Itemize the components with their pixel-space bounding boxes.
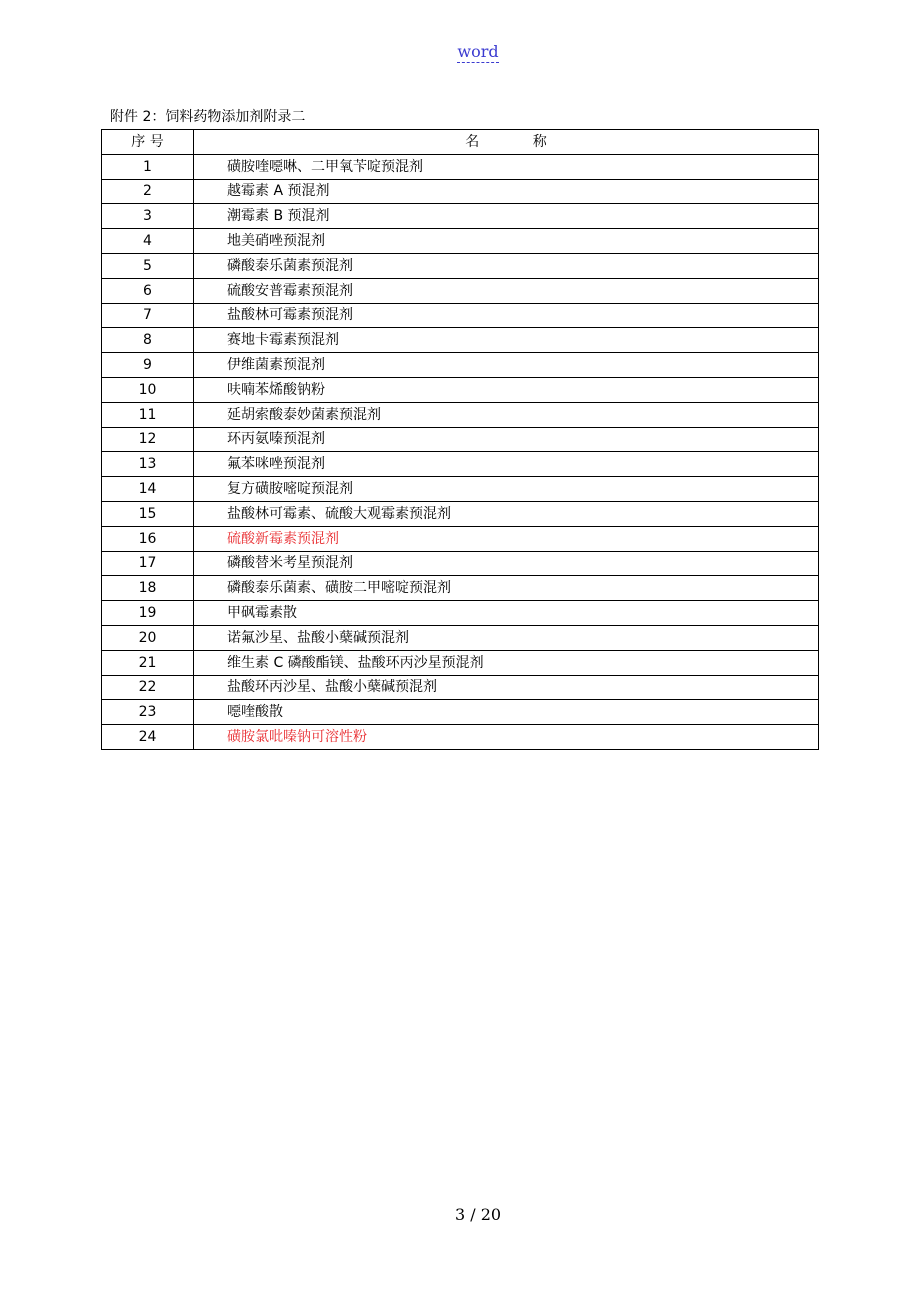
table-row xyxy=(102,427,819,452)
row-name-cell: 呋喃苯烯酸钠粉 xyxy=(194,377,819,402)
row-name-cell: 噁喹酸散 xyxy=(194,700,819,725)
row-name-cell: 磷酸泰乐菌素预混剂 xyxy=(194,253,819,278)
header-word-link[interactable] xyxy=(0,42,920,61)
row-name-cell: 盐酸林可霉素、硫酸大观霉素预混剂 xyxy=(194,501,819,526)
column-header-number: 序 号 xyxy=(102,130,194,155)
page-total: 20 xyxy=(480,1205,502,1224)
row-name-cell: 磺胺喹噁啉、二甲氧苄啶预混剂 xyxy=(194,154,819,179)
row-number-cell: 17 xyxy=(102,551,194,576)
row-number-cell: 3 xyxy=(102,204,194,229)
table-row xyxy=(102,154,819,179)
row-number-cell: 18 xyxy=(102,576,194,601)
table-row xyxy=(102,526,819,551)
row-number-cell: 1 xyxy=(102,154,194,179)
page-number xyxy=(0,1205,920,1224)
row-number-cell: 6 xyxy=(102,278,194,303)
table-row xyxy=(102,229,819,254)
table-row xyxy=(102,625,819,650)
table-row xyxy=(102,650,819,675)
document-caption: 附件 2：饲料药物添加剂附录二 xyxy=(110,109,306,125)
row-name-cell: 盐酸林可霉素预混剂 xyxy=(194,303,819,328)
table-row xyxy=(102,377,819,402)
row-name-cell: 甲砜霉素散 xyxy=(194,601,819,626)
additive-table xyxy=(101,129,819,750)
table-row xyxy=(102,278,819,303)
row-name-cell: 环丙氨嗪预混剂 xyxy=(194,427,819,452)
table-row xyxy=(102,402,819,427)
row-name-cell: 氟苯咪唑预混剂 xyxy=(194,452,819,477)
row-number-cell: 5 xyxy=(102,253,194,278)
row-number-cell: 13 xyxy=(102,452,194,477)
table-row xyxy=(102,328,819,353)
row-number-cell: 19 xyxy=(102,601,194,626)
row-number-cell: 10 xyxy=(102,377,194,402)
table-row xyxy=(102,179,819,204)
table-row xyxy=(102,353,819,378)
column-header-name: 名 称 xyxy=(194,130,819,155)
table-row xyxy=(102,601,819,626)
row-name-cell: 潮霉素 B 预混剂 xyxy=(194,204,819,229)
row-name-cell: 诺氟沙星、盐酸小蘖碱预混剂 xyxy=(194,625,819,650)
table-row xyxy=(102,576,819,601)
row-number-cell: 22 xyxy=(102,675,194,700)
row-number-cell: 4 xyxy=(102,229,194,254)
row-number-cell: 12 xyxy=(102,427,194,452)
row-name-cell: 磷酸替米考星预混剂 xyxy=(194,551,819,576)
row-name-cell: 维生素 C 磷酸酯镁、盐酸环丙沙星预混剂 xyxy=(194,650,819,675)
table-row xyxy=(102,204,819,229)
row-number-cell: 23 xyxy=(102,700,194,725)
row-name-cell: 伊维菌素预混剂 xyxy=(194,353,819,378)
row-number-cell: 15 xyxy=(102,501,194,526)
table-row xyxy=(102,303,819,328)
row-name-cell: 磺胺氯吡嗪钠可溶性粉 xyxy=(194,725,819,750)
row-name-cell: 延胡索酸泰妙菌素预混剂 xyxy=(194,402,819,427)
row-name-cell: 硫酸新霉素预混剂 xyxy=(194,526,819,551)
table-body xyxy=(102,154,819,749)
row-name-cell: 硫酸安普霉素预混剂 xyxy=(194,278,819,303)
row-number-cell: 9 xyxy=(102,353,194,378)
row-number-cell: 7 xyxy=(102,303,194,328)
row-number-cell: 24 xyxy=(102,725,194,750)
row-number-cell: 8 xyxy=(102,328,194,353)
row-name-cell: 磷酸泰乐菌素、磺胺二甲嘧啶预混剂 xyxy=(194,576,819,601)
row-name-cell: 地美硝唑预混剂 xyxy=(194,229,819,254)
table-row xyxy=(102,452,819,477)
row-number-cell: 11 xyxy=(102,402,194,427)
row-name-cell: 复方磺胺嘧啶预混剂 xyxy=(194,477,819,502)
row-name-cell: 越霉素 A 预混剂 xyxy=(194,179,819,204)
table-header-row xyxy=(102,130,819,155)
table-row xyxy=(102,725,819,750)
table-row xyxy=(102,477,819,502)
table-row xyxy=(102,551,819,576)
table-row xyxy=(102,700,819,725)
row-number-cell: 21 xyxy=(102,650,194,675)
row-name-cell: 盐酸环丙沙星、盐酸小蘖碱预混剂 xyxy=(194,675,819,700)
header-link-text[interactable]: word xyxy=(457,42,499,61)
page-current: 3 xyxy=(454,1205,466,1224)
table-row xyxy=(102,501,819,526)
row-number-cell: 20 xyxy=(102,625,194,650)
page-separator: / xyxy=(470,1205,476,1224)
table-row xyxy=(102,675,819,700)
row-name-cell: 赛地卡霉素预混剂 xyxy=(194,328,819,353)
table-row xyxy=(102,253,819,278)
row-number-cell: 2 xyxy=(102,179,194,204)
row-number-cell: 16 xyxy=(102,526,194,551)
row-number-cell: 14 xyxy=(102,477,194,502)
